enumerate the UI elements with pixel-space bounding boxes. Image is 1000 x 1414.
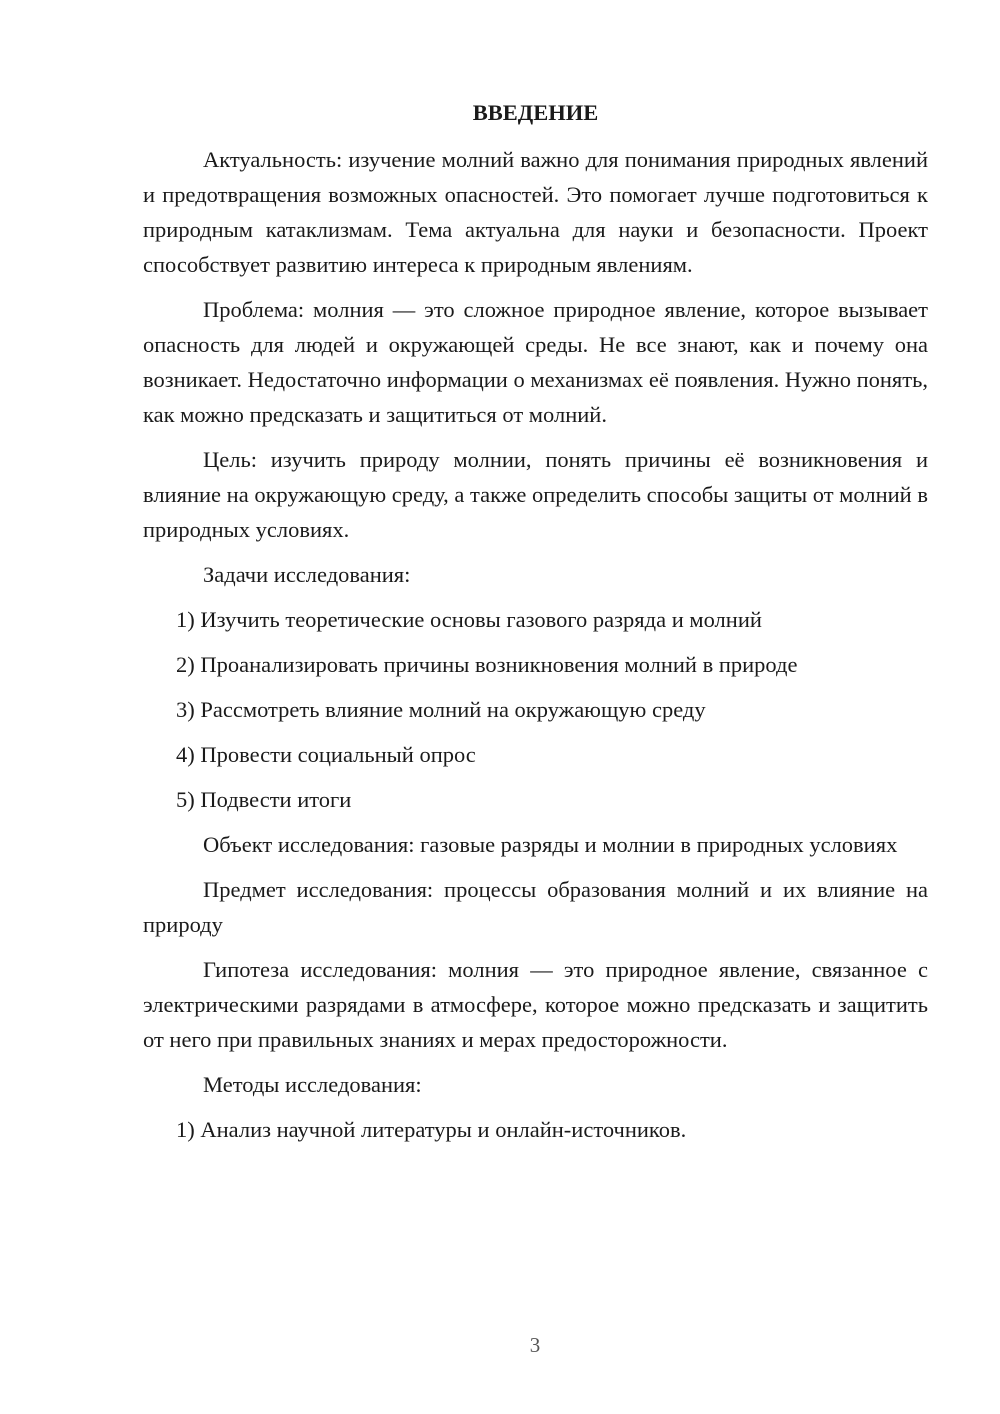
tasks-list [143, 602, 928, 817]
section-heading: ВВЕДЕНИЕ [472, 100, 599, 125]
document-body [143, 95, 928, 1157]
object-paragraph: Объект исследования: газовые разряды и молнии в природных условиях [203, 832, 898, 857]
task-item: 2) Проанализировать причины возникновения молний в природе [176, 652, 798, 677]
task-item: 4) Провести социальный опрос [176, 742, 476, 767]
task-item: 5) Подвести итоги [176, 787, 352, 812]
hypothesis-paragraph: Гипотеза исследования: молния — это природное явление, связанное с электрическими разрядами в атмосфере, которое можно предсказать и защитить от него при правильных знаниях и мерах предосторожности. [143, 957, 928, 1052]
subject-paragraph: Предмет исследования: процессы образования молний и их влияние на природу [143, 877, 928, 937]
methods-list [143, 1112, 928, 1147]
goal-paragraph: Цель: изучить природу молнии, понять причины её возникновения и влияние на окружающую среду, а также определить способы защиты от молний в природных условиях. [143, 447, 928, 542]
relevance-paragraph: Актуальность: изучение молний важно для понимания природных явлений и предотвращения возможных опасностей. Это помогает лучше подготовиться к природным катаклизмам. Тема актуальна для науки и безопасности. Проект способствует развитию интереса к природным явлениям. [143, 147, 928, 277]
problem-paragraph: Проблема: молния — это сложное природное явление, которое вызывает опасность для людей и окружающей среды. Не все знают, как и почему она возникает. Недостаточно информации о механизмах её появления. Нужно понять, как можно предсказать и защититься от молний. [143, 297, 928, 427]
task-item: 1) Изучить теоретические основы газового разряда и молний [176, 607, 762, 632]
tasks-title: Задачи исследования: [203, 562, 411, 587]
method-item: 1) Анализ научной литературы и онлайн-источников. [176, 1117, 687, 1142]
task-item: 3) Рассмотреть влияние молний на окружающую среду [176, 697, 706, 722]
page-number: 3 [529, 1333, 541, 1357]
methods-title: Методы исследования: [203, 1072, 422, 1097]
